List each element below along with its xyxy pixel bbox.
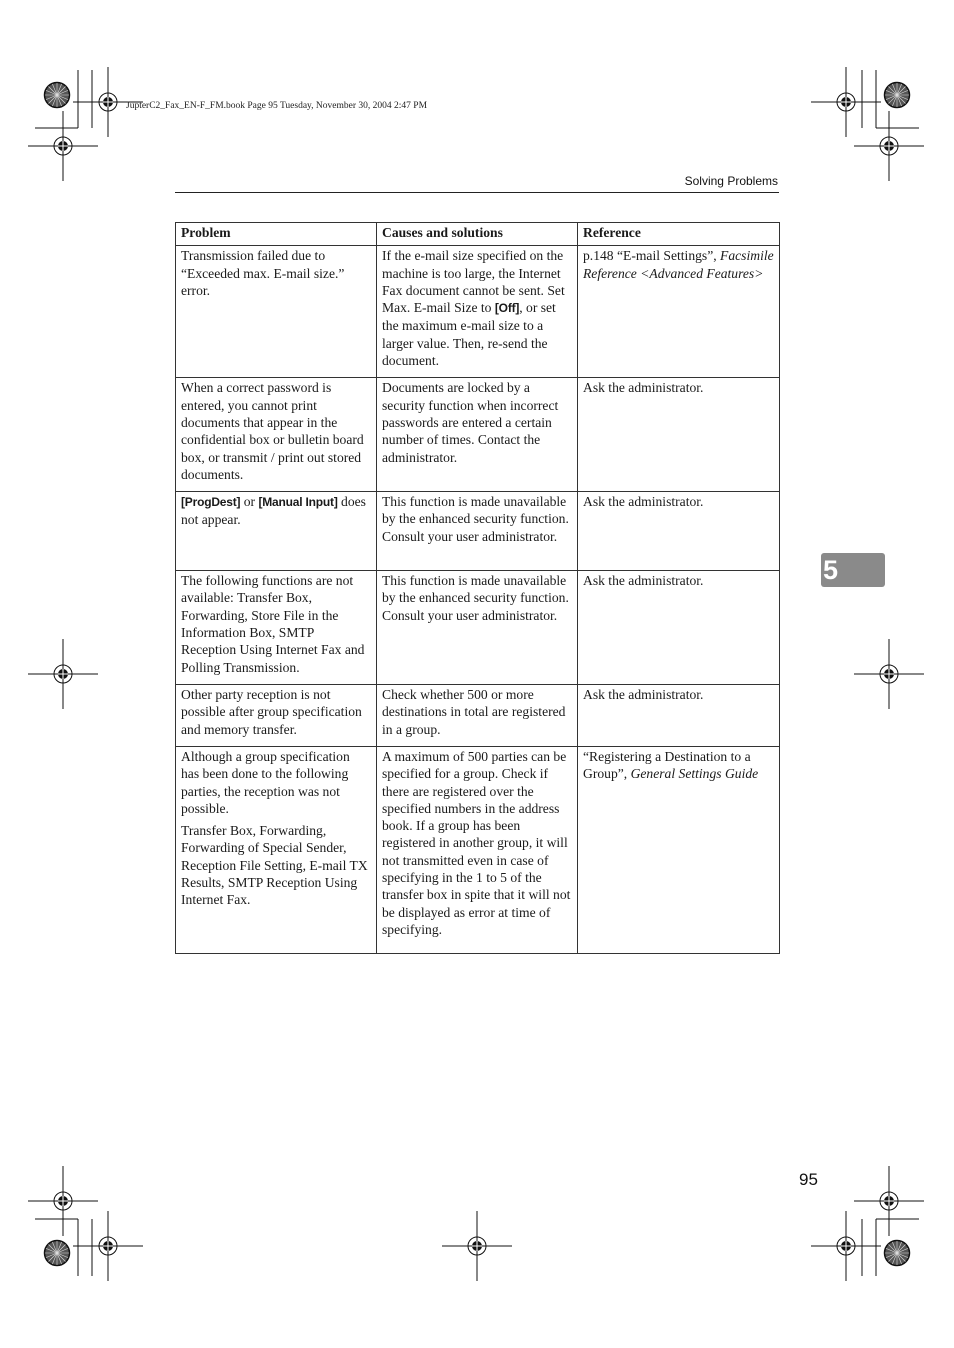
reference-text: p.148 “E-mail Settings”,	[583, 248, 721, 264]
table-row	[176, 571, 780, 685]
cause-cell: This function is made unavailable by the enhanced security function. Consult your user administrator.	[377, 571, 578, 685]
off-key-label: [Off]	[494, 301, 520, 316]
troubleshooting-table	[175, 222, 780, 954]
column-header-problem: Problem	[176, 223, 377, 246]
table-header-row	[176, 223, 780, 246]
reference-cell	[578, 246, 780, 378]
cause-cell	[377, 246, 578, 378]
problem-text: Although a group specification has been done to the following parties, the reception was not possible.	[181, 748, 350, 816]
progdest-key-label: [ProgDest]	[181, 495, 241, 510]
problem-cell: Transmission failed due to “Exceeded max. E-mail size.” error.	[176, 246, 377, 378]
problem-function-list: Transfer Box, Forwarding, Forwarding of Special Sender, Reception File Setting, E-mail TX Results, SMTP Reception Using Internet Fax.	[181, 823, 368, 908]
table-row	[176, 246, 780, 378]
column-header-reference: Reference	[578, 223, 780, 246]
problem-cell: When a correct password is entered, you cannot print documents that appear in the confidential box or bulletin board box, or transmit / print out stored documents.	[176, 378, 377, 492]
reference-text: “Registering a Destination to a Group”,	[583, 748, 751, 782]
problem-cell: The following functions are not available: Transfer Box, Forwarding, Store File in the Information Box, SMTP Reception Using Internet Fax and Polling Transmission.	[176, 571, 377, 685]
table-row	[176, 378, 780, 492]
chapter-tab	[821, 553, 885, 587]
problem-text: does not appear.	[181, 494, 366, 528]
reference-cell	[578, 746, 780, 953]
table-row	[176, 746, 780, 953]
page-number: 95	[799, 1170, 818, 1189]
problem-text: or	[240, 494, 259, 510]
reference-cell: Ask the administrator.	[578, 492, 780, 571]
column-header-causes: Causes and solutions	[377, 223, 578, 246]
reference-cell: Ask the administrator.	[578, 571, 780, 685]
reference-manual-title: General Settings Guide	[630, 766, 759, 782]
table-row	[176, 684, 780, 746]
problem-cell	[176, 746, 377, 953]
reference-manual-title: Facsimile Reference <Advanced Features>	[583, 248, 774, 281]
header-rule	[175, 192, 779, 193]
chapter-number: 5	[823, 555, 839, 585]
cause-cell: Check whether 500 or more destinations in total are registered in a group.	[377, 684, 578, 746]
table-row	[176, 492, 780, 571]
reference-cell: Ask the administrator.	[578, 378, 780, 492]
problem-cell: Other party reception is not possible after group specification and memory transfer.	[176, 684, 377, 746]
cause-cell: Documents are locked by a security function when incorrect passwords are entered a certain number of times. Contact the administrator.	[377, 378, 578, 492]
cause-cell: This function is made unavailable by the enhanced security function. Consult your user administrator.	[377, 492, 578, 571]
cause-text: , or set the maximum e-mail size to a larger value. Then, re-send the document.	[382, 300, 556, 369]
cause-cell: A maximum of 500 parties can be specified for a group. Check if there are registered over the specified numbers in the address book. If a group has been registered in another group, it will not transmitted even in case of specifying in the 1 to 5 of the transfer box in spite that it will not be displayed as error at time of specifying.	[377, 746, 578, 953]
running-head: Solving Problems	[684, 174, 778, 188]
reference-cell: Ask the administrator.	[578, 684, 780, 746]
problem-cell	[176, 492, 377, 571]
cause-text: If the e-mail size specified on the machine is too large, the Internet Fax document cannot be sent. Set Max. E-mail Size to	[382, 248, 565, 316]
manual-input-key-label: [Manual Input]	[258, 495, 338, 510]
print-slug: JupterC2_Fax_EN-F_FM.book Page 95 Tuesday, November 30, 2004 2:47 PM	[126, 101, 428, 111]
